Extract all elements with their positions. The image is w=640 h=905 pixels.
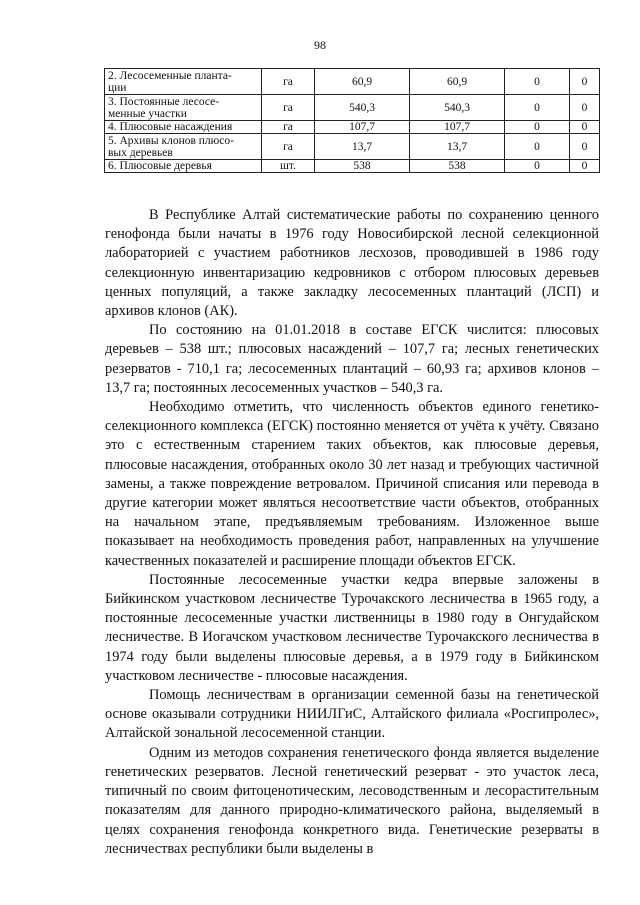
row-value-c: 0: [505, 160, 570, 173]
row-name: 3. Постоянные лесосе- менные участки: [105, 95, 262, 121]
row-value-d: 0: [570, 160, 600, 173]
table-row: [105, 121, 600, 134]
row-value-a: 60,9: [315, 69, 410, 95]
row-value-b: 60,9: [410, 69, 505, 95]
row-value-d: 0: [570, 95, 600, 121]
paragraph: Постоянные лесосеменные участки кедра впервые заложены в Бийкинском участковом лесничестве Турочакского лесничества в 1965 году, а постоянные лесосеменные участки лиственницы в 1980 году в Онгудайском лесничестве. В Иогачском участковом лесничестве Турочакского лесничества в 1974 году были выделены плюсовые деревья, а в 1979 году в Бийкинском участковом лесничестве - плюсовые насаждения.: [105, 571, 599, 684]
row-value-b: 13,7: [410, 134, 505, 160]
row-value-b: 540,3: [410, 95, 505, 121]
row-unit: шт.: [262, 160, 315, 173]
row-value-a: 13,7: [315, 134, 410, 160]
paragraph: Помощь лесничествам в организации семенной базы на генетической основе оказывали сотрудники НИИЛГиС, Алтайского филиала «Росгипролес», Алтайской зональной лесосеменной станции.: [105, 687, 599, 742]
table-row: [105, 69, 600, 95]
paragraph: Одним из методов сохранения генетического фонда является выделение генетических резерватов. Лесной генетический резерват - это участок леса, типичный по своим фитоценотическим, лесоводственным и лесорастительным показателям для данного природно-климатического района, выделяемый в целях сохранения генофонда конкретного вида. Генетические резерваты в лесничествах республики были выделены в: [105, 744, 599, 857]
table-row: [105, 95, 600, 121]
row-value-a: 540,3: [315, 95, 410, 121]
row-value-c: 0: [505, 134, 570, 160]
row-value-d: 0: [570, 121, 600, 134]
row-name: 6. Плюсовые деревья: [105, 160, 262, 173]
row-value-c: 0: [505, 121, 570, 134]
forest-objects-table: [104, 68, 600, 173]
row-value-b: 107,7: [410, 121, 505, 134]
row-value-d: 0: [570, 69, 600, 95]
table-row: [105, 134, 600, 160]
table-row: [105, 160, 600, 173]
row-unit: га: [262, 121, 315, 134]
row-unit: га: [262, 69, 315, 95]
row-value-a: 107,7: [315, 121, 410, 134]
row-value-b: 538: [410, 160, 505, 173]
paragraph: В Республике Алтай систематические работы по сохранению ценного генофонда были начаты в 1976 году Новосибирской лесной селекционной лабораторией с участием работников лесхозов, проводившей в 1986 году селекционную инвентаризацию кедровников с отбором плюсовых деревьев ценных популяций, а также закладку лесосеменных плантаций (ЛСП) и архивов клонов (АК).: [105, 207, 599, 320]
paragraph: По состоянию на 01.01.2018 в составе ЕГСК числится: плюсовых деревьев – 538 шт.; плюсовых насаждений – 107,7 га; лесных генетических резерватов - 710,1 га; лесосеменных плантаций – 60,93 га; архивов клонов – 13,7 га; постоянных лесосеменных участков – 540,3 га.: [105, 322, 599, 396]
row-value-c: 0: [505, 95, 570, 121]
row-name: 4. Плюсовые насаждения: [105, 121, 262, 134]
body-text: [105, 206, 599, 859]
row-name: 5. Архивы клонов плюсо- вых деревьев: [105, 134, 262, 160]
row-value-a: 538: [315, 160, 410, 173]
row-unit: га: [262, 95, 315, 121]
row-unit: га: [262, 134, 315, 160]
row-value-d: 0: [570, 134, 600, 160]
row-name: 2. Лесосеменные планта- ции: [105, 69, 262, 95]
row-value-c: 0: [505, 69, 570, 95]
paragraph: Необходимо отметить, что численность объектов единого генетико-селекционного комплекса (ЕГСК) постоянно меняется от учёта к учёту. Связано это с естественным старением таких объектов, как плюсовые деревья, плюсовые насаждения, отобранных около 30 лет назад и требующих частичной замены, а также повреждение ветровалом. Причиной списания или перевода в другие категории может являться несоответствие части объектов, отобранных на начальном этапе, предъявляемым требованиям. Изложенное выше показывает на необходимость проведения работ, направленных на улучшение качественных показателей и расширение площади объектов ЕГСК.: [105, 399, 599, 569]
page-number: 98: [314, 38, 326, 52]
